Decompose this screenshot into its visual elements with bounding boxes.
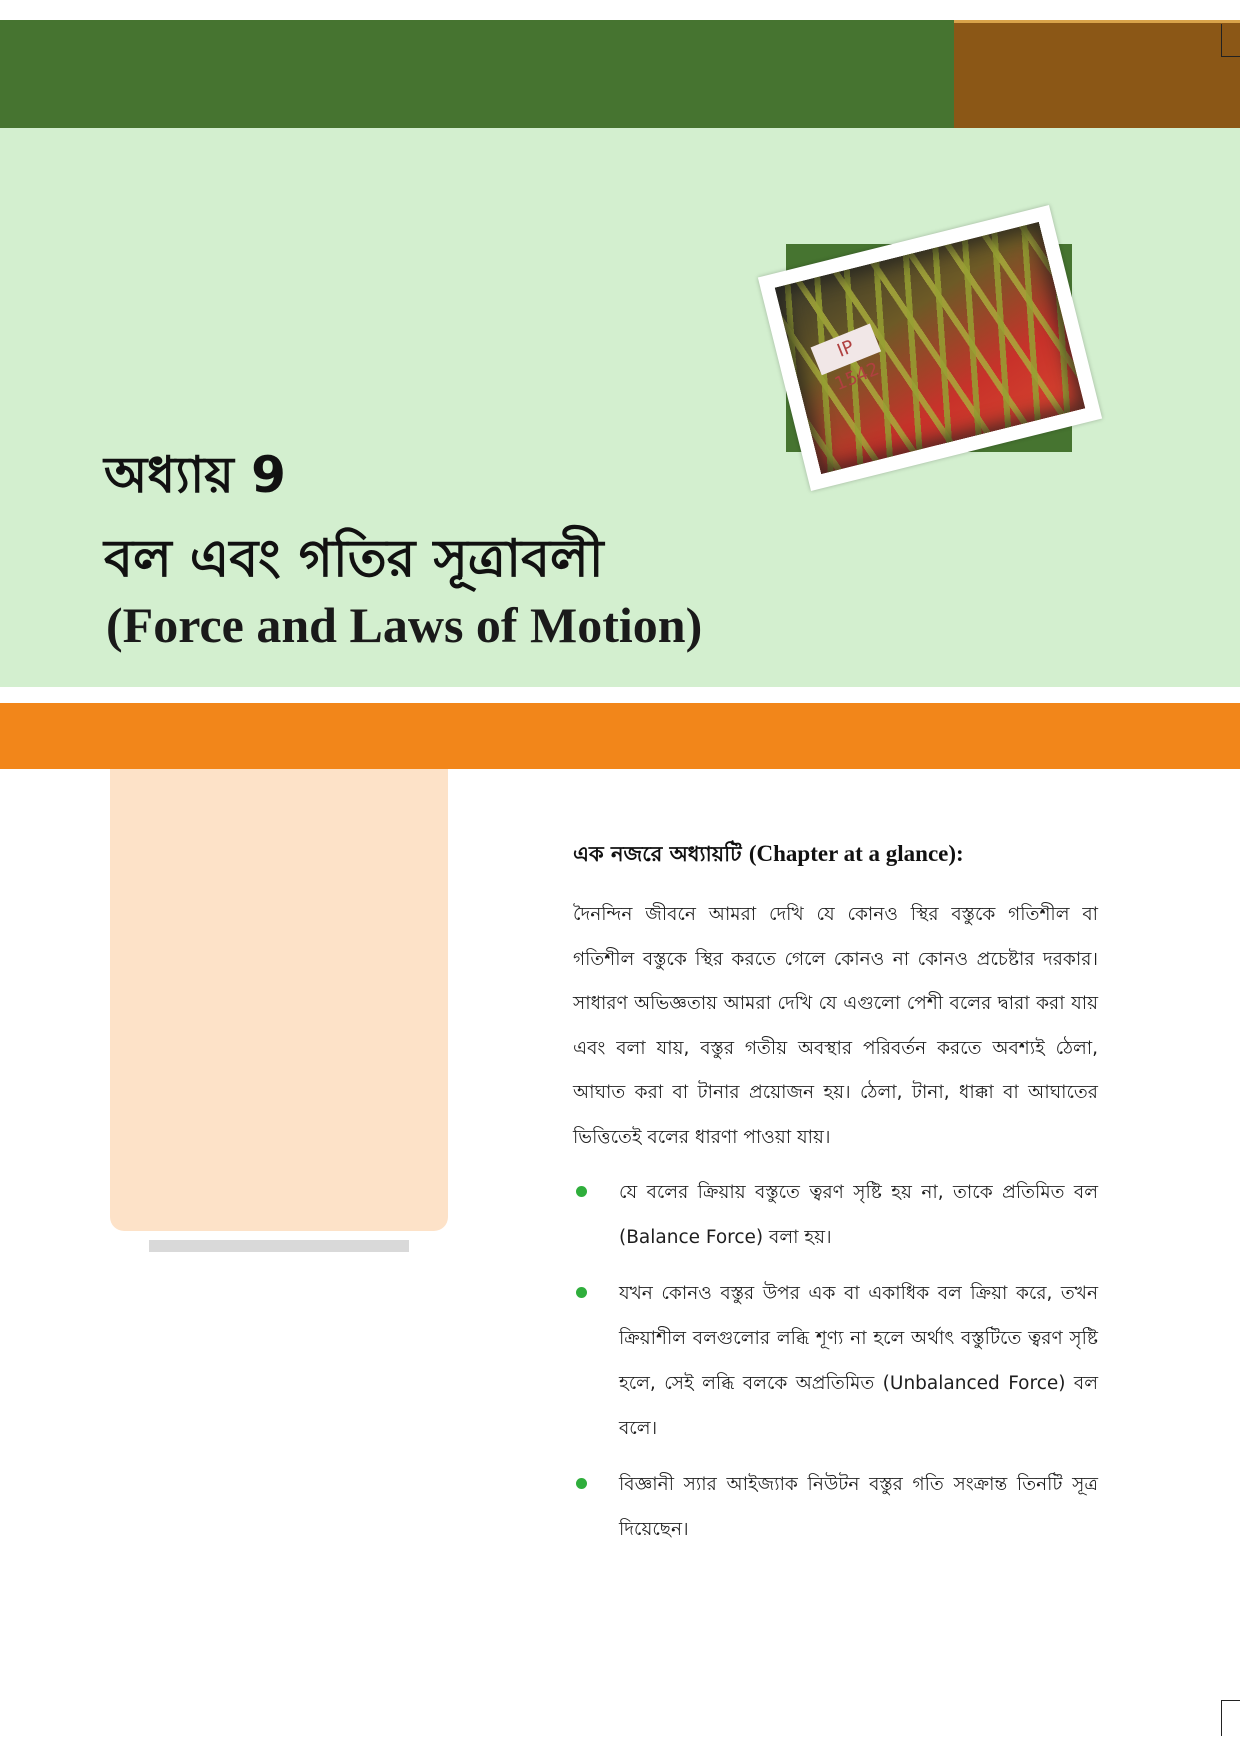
summary-bullet-list <box>573 1170 1098 1552</box>
glance-heading-bengali: এক নজরে অধ্যায়টি <box>573 842 742 866</box>
bullet-dot-icon <box>576 1478 587 1489</box>
list-item-text: যে বলের ক্রিয়ায় বস্তুতে ত্বরণ সৃষ্টি হয় না, তাকে প্রতিমিত বল (Balance Force) বলা হয়। <box>619 1182 1098 1248</box>
header-brown-highlight <box>954 20 1240 23</box>
glance-heading <box>573 838 1098 873</box>
chapter-title-bengali: বল এবং গতির সূত্রাবলী <box>104 529 604 589</box>
list-item <box>573 1462 1098 1552</box>
chapter-title-english: (Force and Laws of Motion) <box>106 597 703 653</box>
sidebar-note-box <box>110 769 448 1231</box>
bullet-dot-icon <box>576 1287 587 1298</box>
chapter-number: অধ্যায় 9 <box>104 446 286 504</box>
header-brown-block <box>954 20 1240 128</box>
intro-paragraph: দৈনন্দিন জীবনে আমরা দেখি যে কোনও স্থির বস্তুকে গতিশীল বা গতিশীল বস্তুকে স্থির করতে গেলে কোনও না কোনও প্রচেষ্টার দরকার। সাধারণ অভিজ্ঞতায় আমরা দেখি যে এগুলো পেশী বলের দ্বারা করা যায় এবং বলা যায়, বস্তুর গতীয় অবস্থার পরিবর্তন করতে অবশ্যই ঠেলা, আঘাত করা বা টানার প্রয়োজন হয়। ঠেলা, টানা, ধাক্কা বা আঘাতের ভিত্তিতেই বলের ধারণা পাওয়া যায়। <box>573 904 1098 1148</box>
crop-mark <box>1221 1700 1222 1736</box>
chapter-summary <box>573 838 1098 1563</box>
list-item <box>573 1170 1098 1260</box>
glance-heading-english: (Chapter at a glance): <box>748 841 964 866</box>
bullet-dot-icon <box>576 1186 587 1197</box>
photo-tag: IP 1542 <box>811 324 882 376</box>
crop-mark <box>1221 24 1222 56</box>
header-green-bar <box>0 20 966 128</box>
list-item-text: যখন কোনও বস্তুর উপর এক বা একাধিক বল ক্রিয়া করে, তখন ক্রিয়াশীল বলগুলোর লব্ধি শূণ্য না হলে অর্থাৎ বস্তুটিতে ত্বরণ সৃষ্টি হলে, সেই লব্ধি বলকে অপ্রতিমিত (Unbalanced Force) বল বলে। <box>619 1283 1098 1439</box>
crop-mark <box>1221 1700 1240 1701</box>
list-item-text: বিজ্ঞানী স্যার আইজ্যাক নিউটন বস্তুর গতি সংক্রান্ত তিনটি সূত্র দিয়েছেন। <box>619 1474 1098 1540</box>
crop-mark <box>1221 56 1240 57</box>
list-item <box>573 1271 1098 1451</box>
orange-divider-band <box>0 703 1240 769</box>
sidebar-note-shadow <box>149 1240 409 1252</box>
